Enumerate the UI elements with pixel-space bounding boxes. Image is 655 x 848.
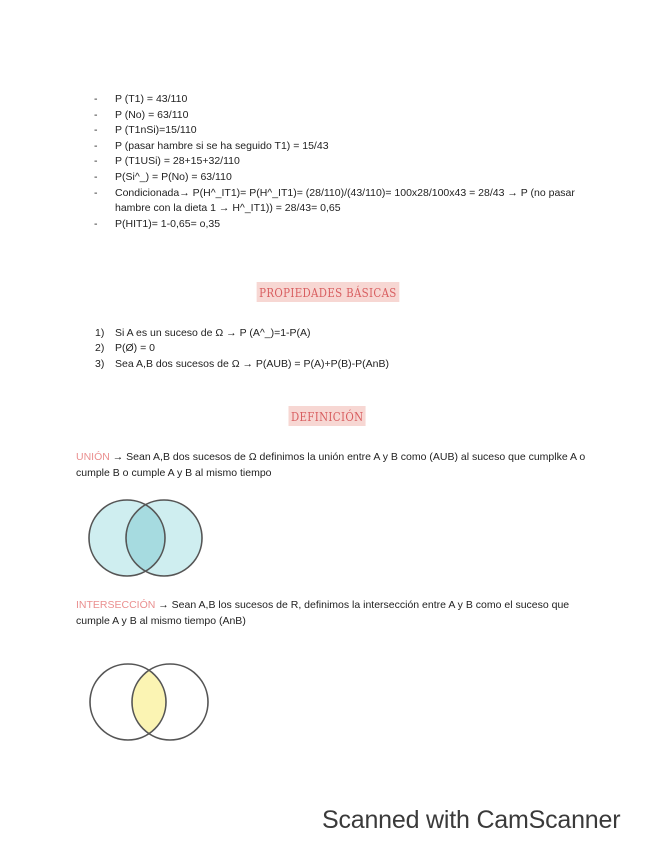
list-item: - P (No) = 63/110 [94, 108, 189, 121]
list-item: - P (T1) = 43/110 [94, 93, 188, 105]
list-item: 3) Sea A,B dos sucesos de Ω → P(AUB) = P(A)+P(B)-P(AnB) [95, 357, 389, 370]
intersection-venn-diagram [80, 660, 220, 746]
list-item: - Condicionada→ P(H^_IT1)= P(H^_IT1)= (28/110)/(43/110)= 100x28/100x43 = 28/43 → P (no pasar hambre con la dieta 1 → H^_IT1)) = 28/43= 0,65 [94, 186, 575, 215]
section-heading-definition-wrap [0, 406, 655, 426]
union-venn-diagram [80, 498, 210, 584]
section-heading-properties-wrap [0, 282, 655, 302]
list-item: - P(HIT1)= 1-0,65= o,35 [94, 217, 221, 230]
intersection-term: INTERSECCIÓN [76, 599, 156, 611]
camscanner-watermark: Scanned with CamScanner [322, 806, 621, 834]
union-text: → Sean A,B dos sucesos de Ω definimos la unión entre A y B como (AUB) al suceso que cumplke A o cumple B o cumple A y B al mismo tiempo [76, 451, 586, 479]
properties-list [95, 326, 389, 372]
section-heading-properties: PROPIEDADES BÁSICAS [256, 282, 398, 302]
list-item: - P (T1nSi)=15/110 [94, 124, 197, 137]
union-term: UNIÓN [76, 451, 110, 463]
section-heading-definition: DEFINICIÓN [289, 406, 366, 426]
intersection-text: → Sean A,B los sucesos de R, definimos la intersección entre A y B como el suceso que cumple A y B al mismo tiempo (AnB) [76, 599, 570, 627]
list-item: 1) Si A es un suceso de Ω → P (A^_)=1-P(A) [95, 327, 311, 339]
list-item: - P (T1USi) = 28+15+32/110 [94, 155, 240, 168]
union-definition [76, 449, 586, 481]
probability-list [94, 92, 594, 232]
list-item: - P (pasar hambre si se ha seguido T1) = 15/43 [94, 139, 329, 152]
list-item: 2) P(Ø) = 0 [95, 342, 155, 355]
intersection-definition [76, 597, 586, 629]
list-item: - P(Si^_) = P(No) = 63/110 [94, 170, 232, 183]
